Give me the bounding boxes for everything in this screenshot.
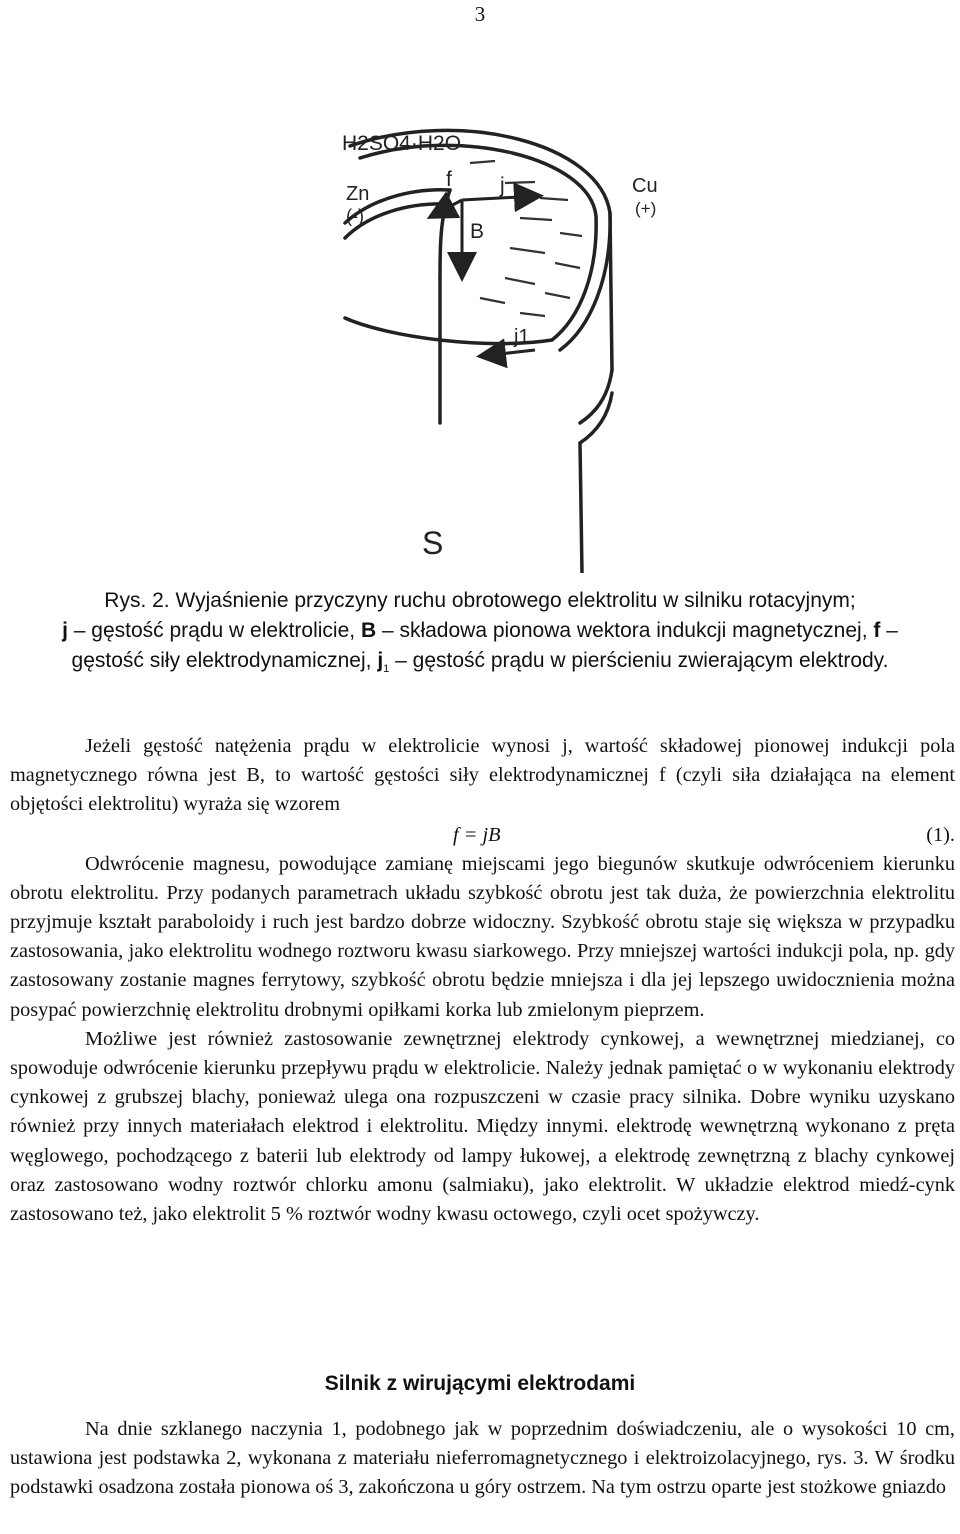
outer-cylinder [345,130,612,573]
paragraph-electrode-options: Możliwe jest również zastosowanie zewnętrznej elektrody cynkowej, a wewnętrznej miedzianej, co spowoduje odwrócenie kierunku przepływu prądu w elektrolicie. Należy jednak pamiętać o w wykonaniu elektrody cynkowej z grubszej blachy, ponieważ ulega ona rozpuszczeni w czasie pracy silnika. Dobre wyniku uzyskano również przy innych materiałach elektrod i elektrolitu. Między innymi. elektrodę wewnętrzną wykonano z pręta węglowego, pochodzącego z baterii lub elektrody od lampy łukowej, a elektrodę zewnętrzną z blachy cynkowej oraz zastosowano wodny roztwór chlorku amonu (salmiaku), jako elektrolit. W układzie elektrod miedź-cynk zastosowano też, jako elektrolit 5 % roztwór wodny kwasu octowego, czyli ocet spożywczy. [10,1027,955,1226]
caption-j1-text: – gęstość prądu w pierścieniu zwierającym elektrody. [389,649,889,672]
equation-formula: f = jB [453,823,501,846]
caption-f-symbol: f [873,619,881,642]
equation-1 [10,820,955,850]
label-s: S [422,525,444,561]
electrolyte-surface-hatching [470,161,582,316]
paragraph-force-density: Jeżeli gęstość natężenia prądu w elektrolicie wynosi j, wartość składowej pionowej indukcji pola magnetycznego równa jest B, to wartość gęstości siły elektrodynamicznej f (czyli siła działająca na element objętości elektrolitu) wyraża się wzorem [10,735,955,816]
label-cu-sign: (+) [635,199,657,218]
section-text-block [10,1415,955,1503]
paragraph-magnet-reversal: Odwrócenie magnesu, powodujące zamianę miejscami jego biegunów skutkuje odwróceniem kierunku obrotu elektrolitu. Przy podanych parametrach układu szybkość obrotu jest tak duża, że powierzchnia elektrolitu przyjmuje kształt paraboloidy i ruch jest bardzo dobrze widoczny. Szybkość obrotu staje się większa w przypadku zastosowania, jako elektrolitu wodnego roztworu kwasu siarkowego. Przy mniejszej wartości indukcji pola, np. gdy zastosowany zostanie magnes ferrytowy, szybkość obrotu będzie mniejsza i dla jej lepszego uwidocznienia można posypać powierzchnię elektrolitu drobnymi opiłkami korka lub zmielonym pieprzem. [10,852,955,1021]
label-cu: Cu [632,175,658,197]
equation-number: (1). [926,823,955,846]
label-zn: Zn [346,183,370,205]
caption-j1-subscript: 1 [383,663,390,676]
j1-vector-arrow [482,350,535,356]
caption-b-symbol: B [360,619,377,642]
figure-rys-2 [290,88,690,573]
label-zn-sign: (-) [346,206,364,226]
label-j: j [500,174,505,197]
page-number: 3 [474,2,486,26]
label-j1: j1 [514,326,530,348]
caption-j1-symbol: j [377,649,384,672]
label-b: B [470,220,485,243]
main-text-block [10,732,955,1229]
caption-b-text: – składowa pionowa wektora indukcji magnetycznej, [376,619,874,642]
label-electrolyte-formula: H2SO4·H2O [342,132,462,155]
caption-j-text: – gęstość prądu w elektrolicie, [67,619,361,642]
caption-prefix: Rys. 2. Wyjaśnienie przyczyny ruchu obrotowego elektrolitu w silniku rotacyjnym; [104,589,856,612]
caption-j-symbol: j [62,619,68,642]
figure-caption [40,586,920,684]
label-f: f [446,168,452,191]
section-heading: Silnik z wirującymi elektrodami [324,1372,636,1395]
caption-f-text: – gęstość siły elektrodynamicznej, [71,619,898,672]
paragraph-rotating-electrodes: Na dnie szklanego naczynia 1, podobnego jak w poprzednim doświadczeniu, ale o wysokości 10 cm, ustawiona jest podstawka 2, wykonana z materiału nieferromagnetycznego i elektroizolacyjnego, rys. 3. W środku podstawki osadzona została pionowa oś 3, zakończona u góry ostrzem. Na tym ostrzu oparte jest stożkowe gniazdo [10,1418,955,1499]
